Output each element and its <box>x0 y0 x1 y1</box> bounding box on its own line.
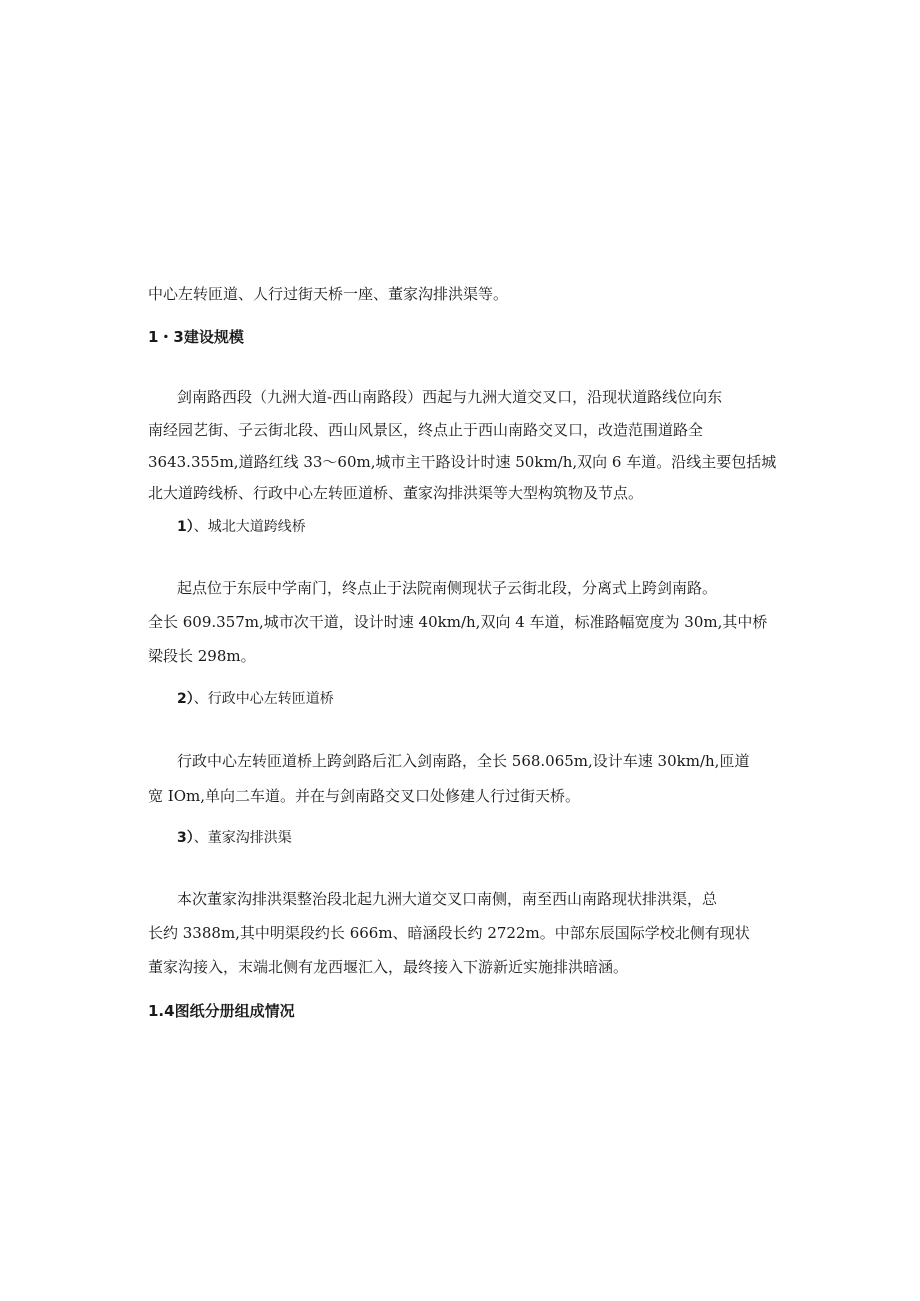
item-1-heading <box>177 517 306 537</box>
item-2-number: 2） <box>177 691 194 707</box>
item-1-line-1: 起点位于东辰中学南门，终点止于法院南侧现状子云街北段，分离式上跨剑南路。 <box>177 579 718 597</box>
item-1-line-3: 梁段长 298m。 <box>148 647 256 665</box>
item-3-line-3: 董家沟接入，末端北侧有龙西堰汇入，最终接入下游新近实施排洪暗涵。 <box>148 958 629 976</box>
item-3-line-1: 本次董家沟排洪渠整治段北起九洲大道交叉口南侧，南至西山南路现状排洪渠，总 <box>177 890 718 908</box>
item-2-heading <box>177 689 334 709</box>
section-1-3-line-3: 3643.355m,道路红线 33～60m,城市主干路设计时速 50km∕h,双向 6 车道。沿线主要包括城 <box>148 453 777 471</box>
item-3-title: 、董家沟排洪渠 <box>193 830 292 846</box>
item-3-line-2: 长约 3388m,其中明渠段约长 666m、暗涵段长约 2722m。中部东辰国际学校北侧有现状 <box>148 924 750 942</box>
item-2-line-1: 行政中心左转匝道桥上跨剑路后汇入剑南路，全长 568.065m,设计车速 30km∕h,匝道 <box>177 752 750 770</box>
item-1-number: 1） <box>177 519 194 535</box>
section-1-3-line-1: 剑南路西段（九洲大道-西山南路段）西起与九洲大道交叉口，沿现状道路线位向东 <box>177 388 723 406</box>
item-2-line-2: 宽 IOm,单向二车道。并在与剑南路交叉口处修建人行过街天桥。 <box>148 787 580 805</box>
intro-line: 中心左转匝道、人行过街天桥一座、董家沟排洪渠等。 <box>148 285 509 303</box>
section-1-3-line-2: 南经园艺街、子云街北段、西山风景区，终点止于西山南路交叉口，改造范围道路全 <box>148 421 704 439</box>
section-1-3-heading: 1・3建设规模 <box>148 328 244 346</box>
item-1-title: 、城北大道跨线桥 <box>193 519 306 535</box>
item-2-title: 、行政中心左转匝道桥 <box>193 691 334 707</box>
item-3-heading <box>177 828 292 848</box>
item-1-line-2: 全长 609.357m,城市次干道，设计时速 40km∕h,双向 4 车道，标准路幅宽度为 30m,其中桥 <box>148 613 768 631</box>
section-1-4-heading: 1.4图纸分册组成情况 <box>148 1002 295 1020</box>
section-1-3-line-4: 北大道跨线桥、行政中心左转匝道桥、董家沟排洪渠等大型构筑物及节点。 <box>148 484 644 502</box>
item-3-number: 3） <box>177 830 194 846</box>
